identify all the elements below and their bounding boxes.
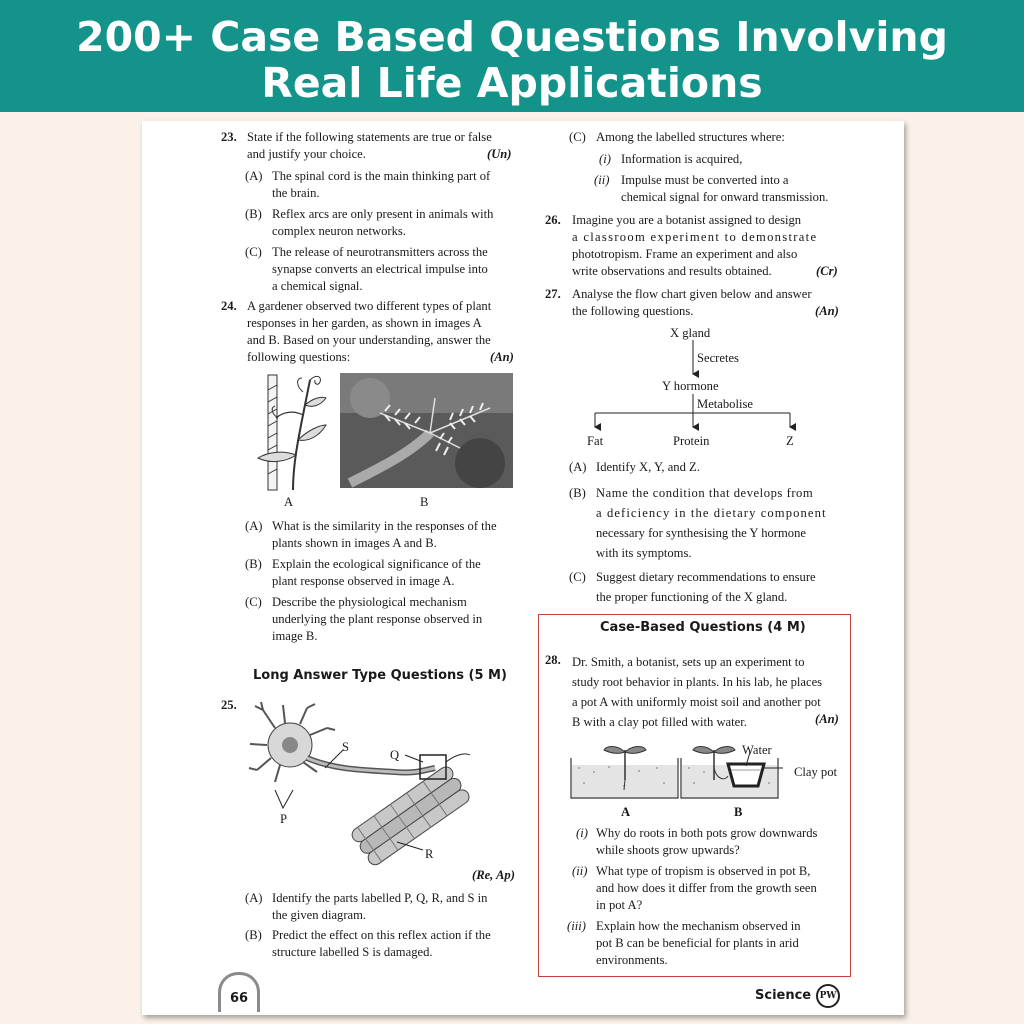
question-stem: Imagine you are a botanist assigned to design	[572, 213, 802, 227]
option-text: What is the similarity in the responses of the	[272, 519, 497, 533]
competency-tag: (An)	[815, 304, 839, 318]
option-b	[245, 556, 525, 592]
option-text: Explain the ecological significance of the	[272, 557, 481, 571]
sub-question-text: pot B can be beneficial for plants in arid	[596, 936, 799, 950]
option-label: (A)	[245, 891, 263, 905]
image-label-a: A	[284, 495, 294, 509]
stem-line: Dr. Smith, a botanist, sets up an experiment to	[572, 655, 805, 669]
flow-node-fat: Fat	[587, 434, 604, 448]
option-label: (C)	[569, 130, 586, 144]
neuron-muscle-diagram	[245, 700, 475, 880]
option-text: the brain.	[272, 186, 320, 200]
option-text: complex neuron networks.	[272, 224, 406, 238]
sub-option-text: Impulse must be converted into a	[621, 173, 789, 187]
option-b	[245, 206, 525, 242]
sub-question-ii	[572, 863, 844, 915]
question-stem: and justify your choice.	[247, 147, 366, 161]
option-text: the proper functioning of the X gland.	[596, 590, 788, 604]
flow-edge-metabolise: Metabolise	[697, 397, 753, 411]
flow-node-y-hormone: Y hormone	[662, 379, 719, 393]
sub-option-label: (ii)	[594, 173, 610, 187]
competency-tag: (An)	[815, 712, 839, 726]
question-number: 23.	[221, 130, 237, 144]
tendril-plant-illustration	[248, 370, 328, 492]
page-number: 66	[218, 972, 260, 1012]
mimosa-plant-photo	[340, 373, 513, 488]
competency-tag: (Un)	[487, 147, 512, 161]
option-a	[569, 459, 849, 477]
stem-line: study root behavior in plants. In his lab, he places	[572, 675, 823, 689]
question-number: 25.	[221, 698, 237, 712]
option-text: Name the condition that develops from	[596, 486, 814, 500]
question-number: 26.	[545, 213, 561, 227]
option-c	[245, 594, 525, 646]
option-a	[245, 518, 525, 554]
diagram-label-p: P	[280, 812, 288, 826]
option-c	[245, 244, 525, 296]
option-label: (B)	[245, 207, 262, 221]
option-b	[245, 927, 525, 963]
competency-tag: (Cr)	[816, 264, 838, 278]
stem-line: B with a clay pot filled with water.	[572, 715, 747, 729]
option-text: Predict the effect on this reflex action if the	[272, 928, 491, 942]
question-stem: A gardener observed two different types of plant	[247, 299, 492, 313]
option-a	[245, 890, 525, 926]
label-clay-pot: Clay pot	[794, 765, 838, 779]
sub-question-text: environments.	[596, 953, 668, 967]
question-number: 27.	[545, 287, 561, 301]
option-label: (C)	[245, 245, 262, 259]
option-text: synapse converts an electrical impulse into	[272, 262, 488, 276]
sub-question-label: (i)	[576, 826, 588, 840]
question-number: 24.	[221, 299, 237, 313]
question-stem: and B. Based on your understanding, answer the	[247, 333, 491, 347]
option-text: The spinal cord is the main thinking part of	[272, 169, 491, 183]
option-label: (A)	[569, 460, 587, 474]
banner-title-line-2: Real Life Applications	[261, 59, 763, 107]
sub-question-text: in pot A?	[596, 898, 643, 912]
option-text: structure labelled S is damaged.	[272, 945, 433, 959]
pot-label-b: B	[734, 805, 743, 819]
sub-question-text: Why do roots in both pots grow downwards	[596, 826, 818, 840]
option-text: necessary for synthesising the Y hormone	[596, 526, 806, 540]
sub-option-label: (i)	[599, 152, 611, 166]
diagram-label-s: S	[342, 740, 350, 754]
option-label: (A)	[245, 169, 263, 183]
diagram-label-r: R	[425, 847, 434, 861]
option-text: Reflex arcs are only present in animals with	[272, 207, 494, 221]
pw-logo: PW	[816, 984, 840, 1008]
question-stem: State if the following statements are true or false	[247, 130, 492, 144]
option-b	[569, 483, 849, 563]
option-label: (C)	[245, 595, 262, 609]
section-heading: Case-Based Questions (4 M)	[600, 620, 806, 635]
option-text: a chemical signal.	[272, 279, 363, 293]
option-c	[569, 567, 849, 607]
flow-node-z: Z	[786, 434, 794, 448]
option-text: with its symptoms.	[596, 546, 692, 560]
option-text: a deficiency in the dietary component	[596, 506, 827, 520]
question-stem: following questions:	[247, 350, 351, 364]
flow-node-protein: Protein	[673, 434, 710, 448]
option-text: The release of neurotransmitters across the	[272, 245, 488, 259]
option-text: plant response observed in image A.	[272, 574, 455, 588]
option-label: (B)	[245, 928, 262, 942]
option-text: Identify the parts labelled P, Q, R, and S in	[272, 891, 488, 905]
question-number: 28.	[545, 653, 561, 667]
pot-label-a: A	[621, 805, 631, 819]
option-text: Identify X, Y, and Z.	[596, 460, 700, 474]
question-stem	[572, 652, 822, 732]
option-text: Among the labelled structures where:	[596, 130, 785, 144]
sub-question-label: (ii)	[572, 864, 588, 878]
question-stem: Analyse the flow chart given below and answer	[572, 287, 812, 301]
option-text: Describe the physiological mechanism	[272, 595, 467, 609]
stem-line: a pot A with uniformly moist soil and another pot	[572, 695, 821, 709]
option-text: image B.	[272, 629, 318, 643]
question-stem: write observations and results obtained.	[572, 264, 772, 278]
sub-question-text: Explain how the mechanism observed in	[596, 919, 801, 933]
competency-tag: (Re, Ap)	[472, 868, 515, 882]
section-heading: Long Answer Type Questions (5 M)	[253, 668, 507, 683]
sub-question-label: (iii)	[567, 919, 586, 933]
question-stem: a classroom experiment to demonstrate	[572, 230, 818, 244]
flow-node-x-gland: X gland	[670, 326, 711, 340]
image-label-b: B	[420, 495, 429, 509]
subject-label: Science	[755, 988, 812, 1003]
title-banner	[0, 0, 1024, 112]
question-stem: phototropism. Frame an experiment and also	[572, 247, 798, 261]
option-text: the given diagram.	[272, 908, 367, 922]
question-stem: responses in her garden, as shown in images A	[247, 316, 482, 330]
sub-option-text: Information is acquired,	[621, 152, 743, 166]
sub-question-iii	[567, 918, 844, 970]
sub-question-text: and how does it differ from the growth seen	[596, 881, 817, 895]
option-text: plants shown in images A and B.	[272, 536, 437, 550]
banner-title-line-1: 200+ Case Based Questions Involving	[76, 13, 948, 61]
sub-question-text: What type of tropism is observed in pot B,	[596, 864, 811, 878]
option-label: (C)	[569, 570, 586, 584]
diagram-label-q: Q	[390, 748, 400, 762]
question-stem: the following questions.	[572, 304, 694, 318]
flow-edge-secretes: Secretes	[697, 351, 739, 365]
option-a	[245, 168, 525, 204]
option-text: Suggest dietary recommendations to ensure	[596, 570, 816, 584]
option-label: (B)	[245, 557, 262, 571]
option-text: underlying the plant response observed in	[272, 612, 483, 626]
sub-option-text: chemical signal for onward transmission.	[621, 190, 829, 204]
sub-question-text: while shoots grow upwards?	[596, 843, 740, 857]
competency-tag: (An)	[490, 350, 514, 364]
sub-question-i	[572, 825, 844, 861]
label-water: Water	[742, 743, 772, 757]
option-label: (A)	[245, 519, 263, 533]
option-label: (B)	[569, 486, 586, 500]
